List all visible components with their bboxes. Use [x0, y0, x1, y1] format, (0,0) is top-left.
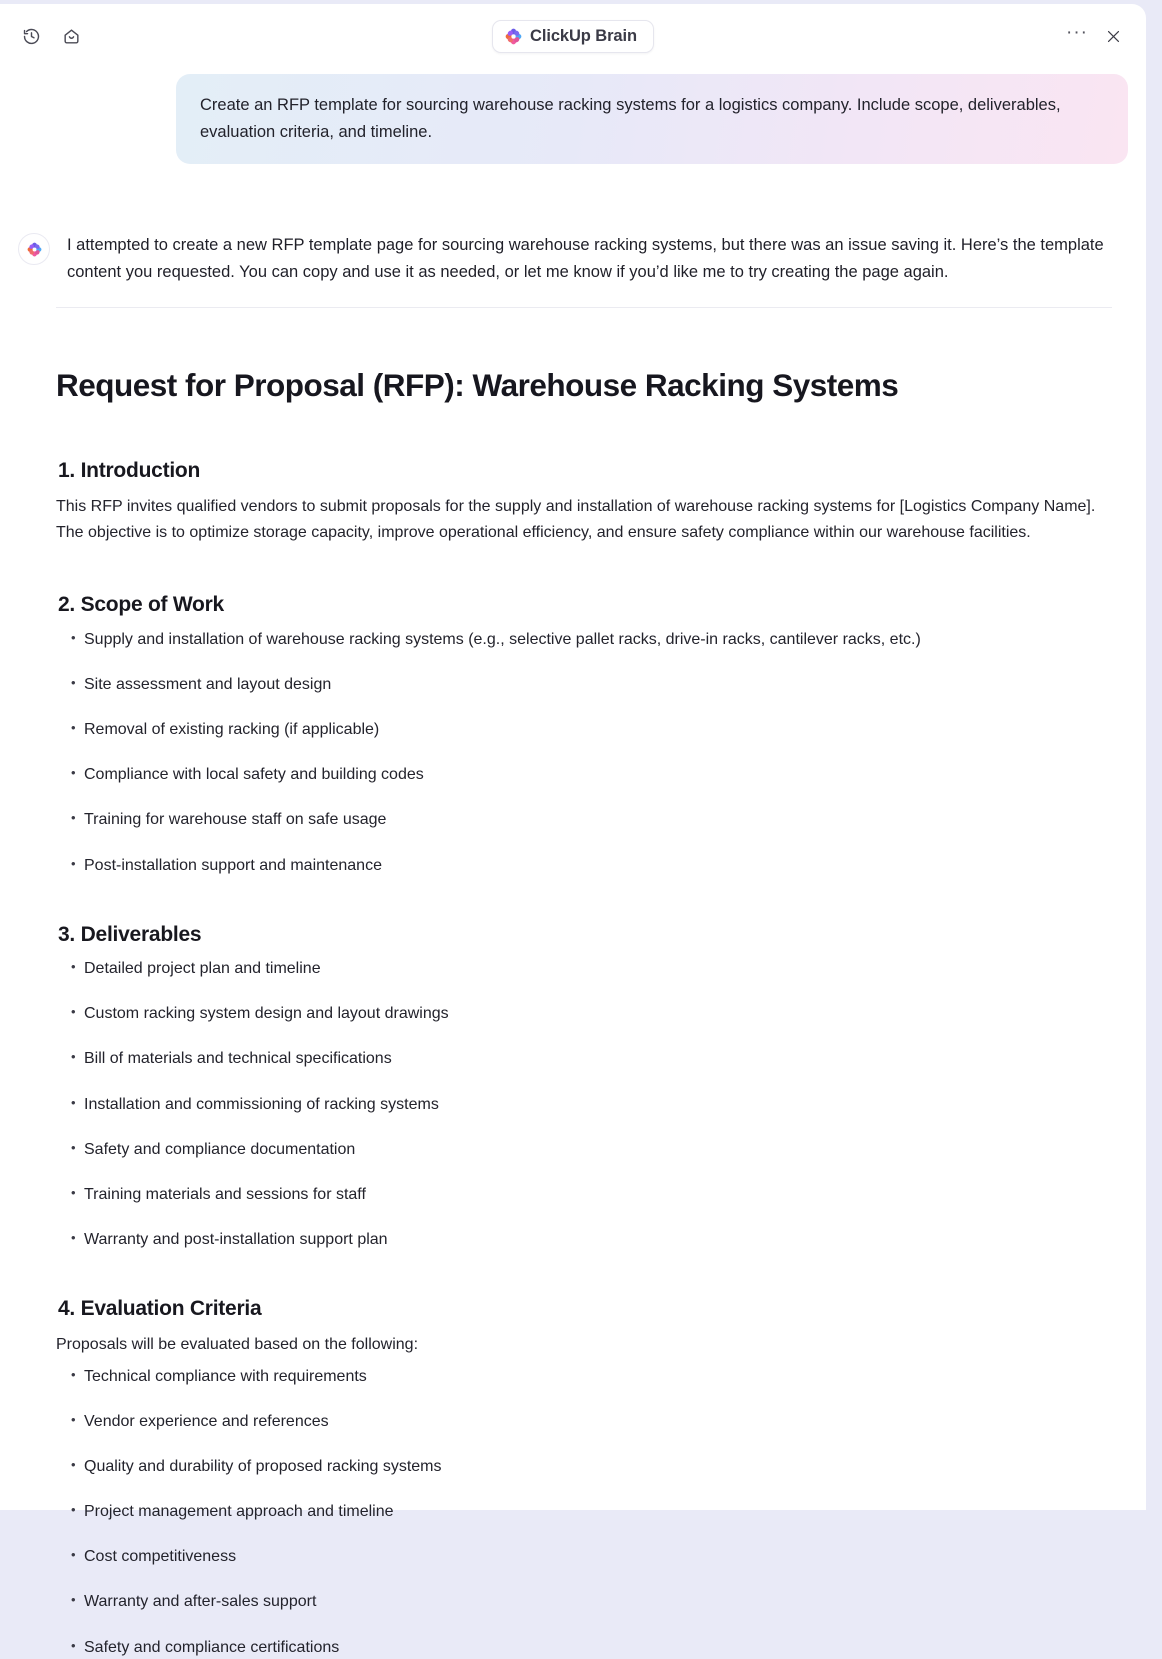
section-heading: 3. Deliverables — [58, 922, 202, 946]
document-title: Request for Proposal (RFP): Warehouse Racking Systems — [56, 366, 899, 403]
section-bullet-list — [56, 1365, 1108, 1659]
assistant-message-text: I attempted to create a new RFP template page for sourcing warehouse racking systems, but there was an issue saving it. Here’s the template content you requested. You can copy and use it as needed, or let me know if you’d like me to try creating the page again. — [67, 236, 1104, 282]
list-item: • Vendor experience and references — [56, 1410, 1108, 1433]
list-item: • Site assessment and layout design — [56, 673, 1108, 696]
clickup-brain-flower-icon — [27, 242, 42, 257]
list-item: • Compliance with local safety and building codes — [56, 763, 1108, 786]
section-paragraph: Proposals will be evaluated based on the following: — [56, 1335, 419, 1353]
brand-title-wrap — [0, 4, 1146, 68]
list-item: • Bill of materials and technical specifications — [56, 1047, 1108, 1070]
list-item: • Custom racking system design and layout drawings — [56, 1002, 1108, 1025]
close-icon[interactable] — [1098, 21, 1128, 51]
document-section — [56, 457, 1108, 547]
header-right-actions — [1062, 18, 1128, 55]
message-divider — [56, 307, 1112, 308]
section-bullet-list — [56, 957, 1108, 1251]
list-item: • Supply and installation of warehouse racking systems (e.g., selective pallet racks, drive-in racks, cantilever racks, etc.) — [56, 628, 1108, 651]
document-section — [56, 1295, 1108, 1658]
list-item: • Post-installation support and maintenance — [56, 854, 1108, 877]
chat-bubble-smile-icon[interactable] — [56, 21, 86, 51]
assistant-message-row — [18, 164, 1128, 285]
header-left-actions — [16, 21, 86, 51]
list-item: • Project management approach and timeline — [56, 1500, 1108, 1523]
chat-panel — [0, 4, 1146, 1656]
list-item: • Warranty and post-installation support plan — [56, 1228, 1108, 1251]
list-item: • Training materials and sessions for staff — [56, 1183, 1108, 1206]
list-item: • Cost competitiveness — [56, 1545, 1108, 1568]
list-item: • Safety and compliance certifications — [56, 1636, 1108, 1659]
assistant-avatar — [18, 233, 50, 265]
list-item: • Warranty and after-sales support — [56, 1590, 1108, 1613]
clickup-brain-flower-icon — [505, 28, 522, 45]
document-section — [56, 591, 1108, 876]
list-item: • Quality and durability of proposed racking systems — [56, 1455, 1108, 1478]
chat-header — [0, 4, 1146, 68]
user-message-row — [18, 68, 1128, 164]
list-item: • Removal of existing racking (if applicable) — [56, 718, 1108, 741]
list-item: • Technical compliance with requirements — [56, 1365, 1108, 1388]
section-paragraph: This RFP invites qualified vendors to submit proposals for the supply and installation of warehouse racking systems for [Logistics Company Name]. The objective is to optimize storage capacity, improve operational efficiency, and ensure safety compliance within our warehouse facilities. — [56, 497, 1096, 542]
section-bullet-list — [56, 628, 1108, 877]
section-heading: 1. Introduction — [58, 459, 201, 483]
clickup-brain-title[interactable] — [492, 20, 654, 53]
list-item: • Detailed project plan and timeline — [56, 957, 1108, 980]
more-options-icon[interactable]: ··· — [1066, 22, 1088, 43]
list-item: • Safety and compliance documentation — [56, 1138, 1108, 1161]
section-heading: 2. Scope of Work — [58, 593, 224, 617]
document-section — [56, 921, 1108, 1252]
user-message-bubble: Create an RFP template for sourcing warehouse racking systems for a logistics company. Include scope, deliverables, evaluation criteria, and timeline. — [176, 74, 1128, 164]
brand-label: ClickUp Brain — [530, 26, 637, 45]
list-item: • Installation and commissioning of racking systems — [56, 1093, 1108, 1116]
conversation — [0, 68, 1146, 1659]
rfp-document — [18, 366, 1128, 1659]
section-heading: 4. Evaluation Criteria — [58, 1297, 262, 1321]
history-clock-icon[interactable] — [16, 21, 46, 51]
list-item: • Training for warehouse staff on safe usage — [56, 808, 1108, 831]
